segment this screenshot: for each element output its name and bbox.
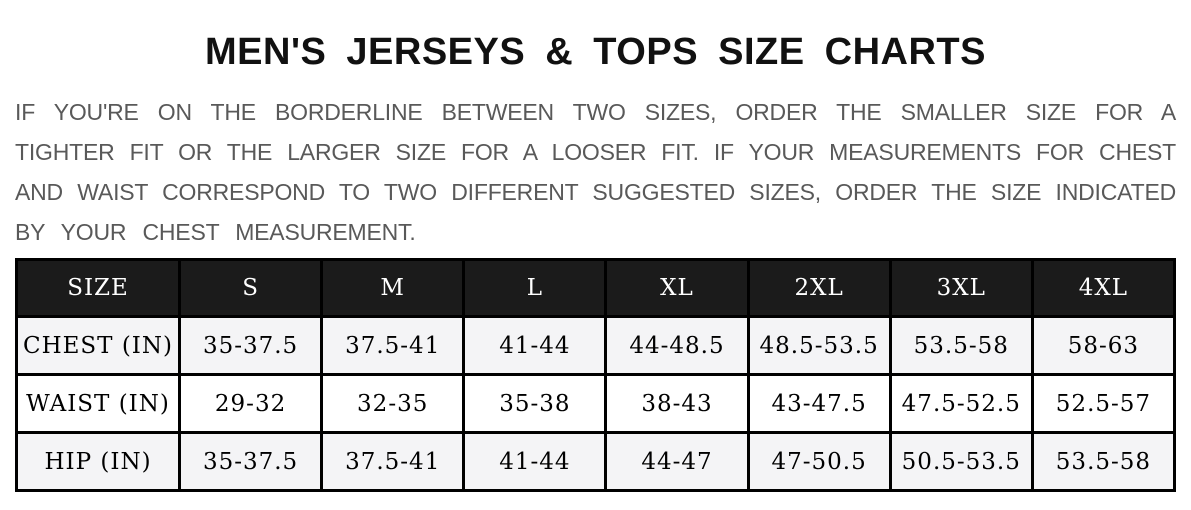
table-row-waist bbox=[17, 375, 1175, 433]
description-line: BY YOUR CHEST MEASUREMENT. bbox=[15, 219, 416, 245]
table-header-row bbox=[17, 260, 1175, 317]
description-line: AND WAIST CORRESPOND TO TWO DIFFERENT SUGGESTED SIZES, ORDER THE SIZE INDICATED bbox=[15, 179, 1176, 205]
size-value-cell: 58-63 bbox=[1032, 317, 1174, 375]
table-row-hip bbox=[17, 433, 1175, 491]
size-chart-table bbox=[15, 258, 1176, 492]
row-label: WAIST (IN) bbox=[17, 375, 180, 433]
column-header-2xl: 2XL bbox=[748, 260, 890, 317]
column-header-4xl: 4XL bbox=[1032, 260, 1174, 317]
size-value-cell: 47.5-52.5 bbox=[890, 375, 1032, 433]
column-header-l: L bbox=[464, 260, 606, 317]
size-value-cell: 35-37.5 bbox=[180, 433, 322, 491]
size-value-cell: 35-38 bbox=[464, 375, 606, 433]
size-value-cell: 37.5-41 bbox=[322, 433, 464, 491]
size-value-cell: 29-32 bbox=[180, 375, 322, 433]
size-chart-page bbox=[0, 30, 1191, 510]
column-header-xl: XL bbox=[606, 260, 748, 317]
size-value-cell: 38-43 bbox=[606, 375, 748, 433]
column-header-3xl: 3XL bbox=[890, 260, 1032, 317]
size-value-cell: 37.5-41 bbox=[322, 317, 464, 375]
page-title: MEN'S JERSEYS & TOPS SIZE CHARTS bbox=[205, 31, 986, 73]
size-value-cell: 44-48.5 bbox=[606, 317, 748, 375]
size-value-cell: 41-44 bbox=[464, 317, 606, 375]
size-value-cell: 53.5-58 bbox=[890, 317, 1032, 375]
row-label: CHEST (IN) bbox=[17, 317, 180, 375]
size-value-cell: 43-47.5 bbox=[748, 375, 890, 433]
column-header-size: SIZE bbox=[17, 260, 180, 317]
column-header-m: M bbox=[322, 260, 464, 317]
description-line: IF YOU'RE ON THE BORDERLINE BETWEEN TWO SIZES, ORDER THE SMALLER SIZE FOR A bbox=[15, 99, 1176, 125]
size-value-cell: 35-37.5 bbox=[180, 317, 322, 375]
row-label: HIP (IN) bbox=[17, 433, 180, 491]
column-header-s: S bbox=[180, 260, 322, 317]
size-value-cell: 52.5-57 bbox=[1032, 375, 1174, 433]
size-value-cell: 48.5-53.5 bbox=[748, 317, 890, 375]
description-line: TIGHTER FIT OR THE LARGER SIZE FOR A LOOSER FIT. IF YOUR MEASUREMENTS FOR CHEST bbox=[15, 139, 1176, 165]
table-row-chest bbox=[17, 317, 1175, 375]
size-value-cell: 44-47 bbox=[606, 433, 748, 491]
size-value-cell: 53.5-58 bbox=[1032, 433, 1174, 491]
size-guide-description bbox=[15, 92, 1176, 252]
size-value-cell: 32-35 bbox=[322, 375, 464, 433]
size-value-cell: 47-50.5 bbox=[748, 433, 890, 491]
size-value-cell: 50.5-53.5 bbox=[890, 433, 1032, 491]
size-value-cell: 41-44 bbox=[464, 433, 606, 491]
